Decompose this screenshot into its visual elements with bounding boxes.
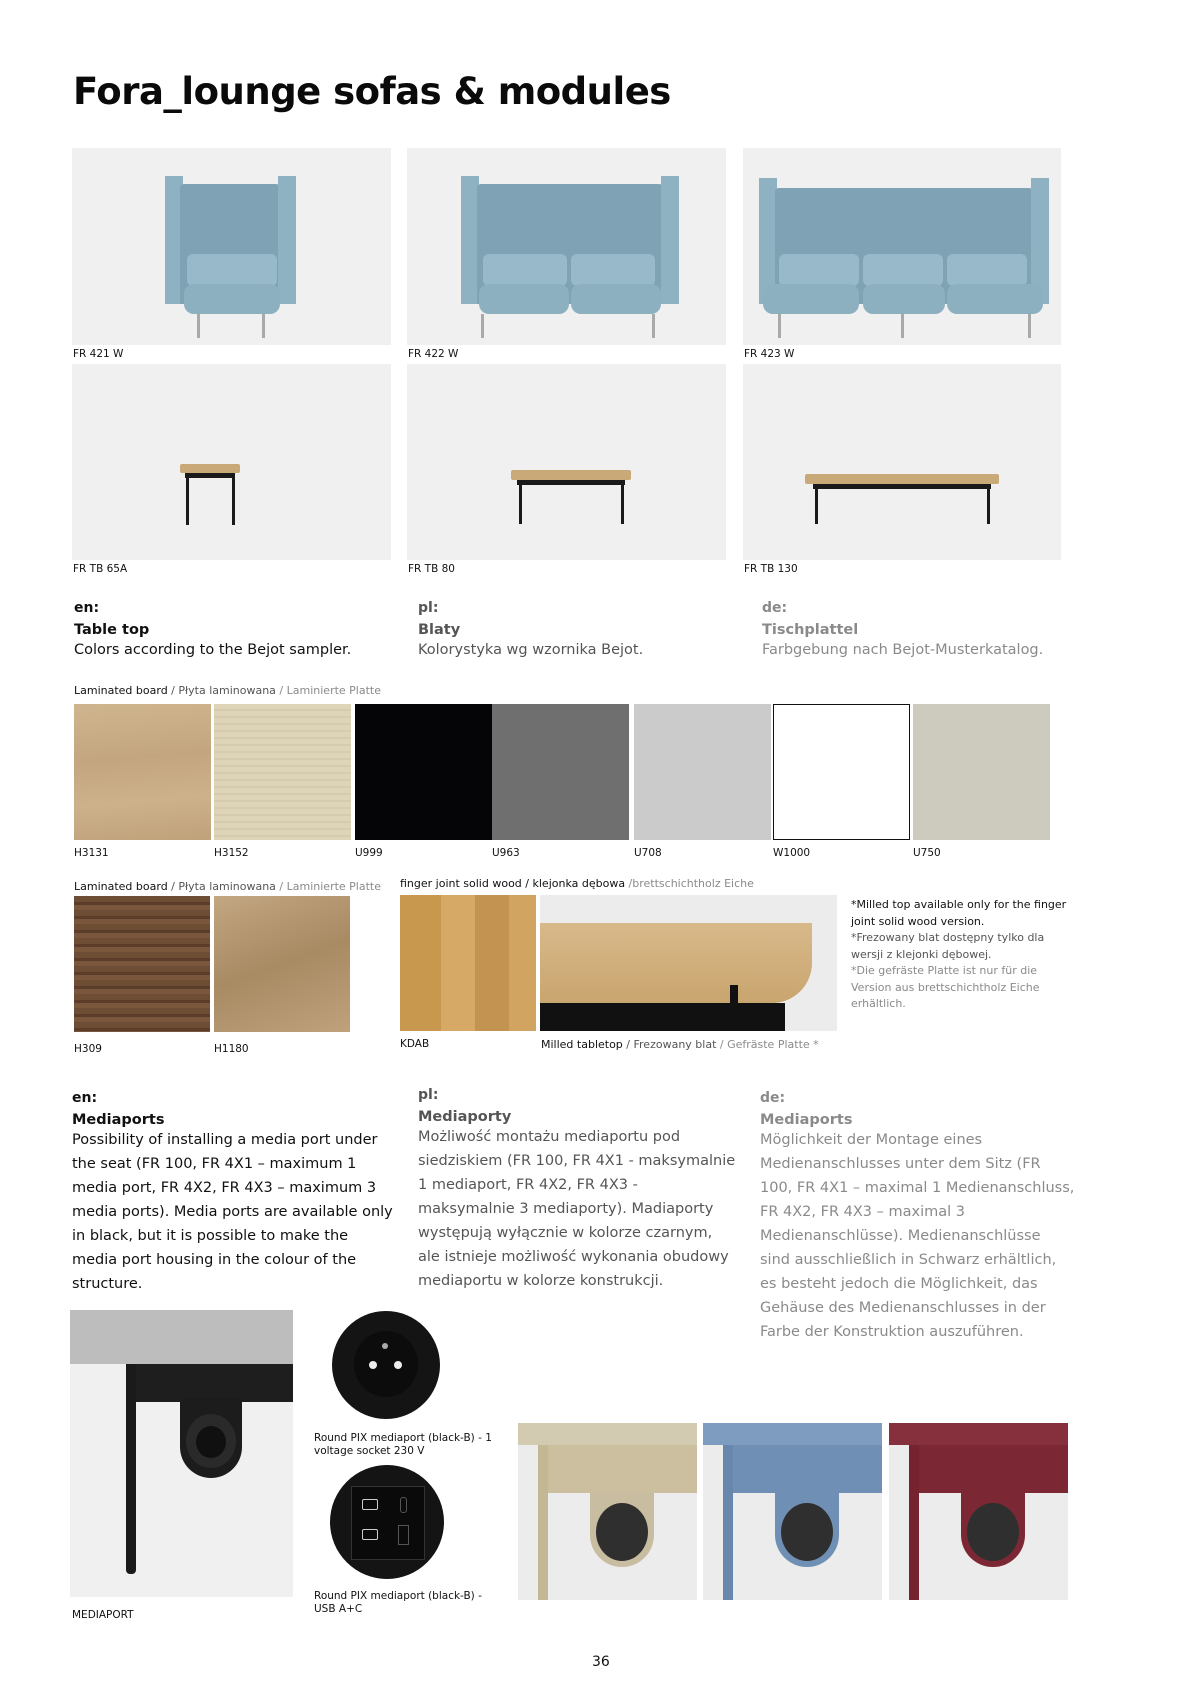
mediaports-de [760,1090,1075,1344]
usb-a-port-icon [362,1529,378,1540]
swatch-code: U708 [634,847,662,859]
mediaports-en [72,1090,397,1296]
usb-caption: Round PIX mediaport (black-B) - USB A+C [314,1590,482,1615]
usb-c-port-icon [362,1499,378,1510]
lang-label: en: [72,1090,98,1106]
product-code: FR 423 W [744,348,795,360]
swatch-u708 [634,704,771,840]
product-photo-fr-422-w [407,148,726,345]
section-heading: Blaty [418,622,461,638]
material-group-label: finger joint solid wood / klejonka dębowa /brettschichtholz Eiche [400,877,754,890]
milled-tabletop-caption: Milled tabletop / Frezowany blat / Gefräste Platte * [541,1038,819,1051]
swatch-code: U963 [492,847,520,859]
lang-label: pl: [418,1087,439,1103]
swatch-code: H1180 [214,1043,249,1055]
swatch-u999 [355,704,492,840]
section-text: Colors according to the Bejot sampler. [74,642,352,658]
mediaport-housing-beige-photo [518,1423,697,1600]
swatch-h309 [74,896,210,1032]
lang-label: de: [762,600,788,616]
product-photo-fr-tb-130 [743,364,1061,560]
product-code: FR 421 W [73,348,124,360]
lang-label: pl: [418,600,439,616]
usb-mediaport-photo [330,1465,444,1579]
section-heading: Table top [74,622,150,638]
material-group-label: Laminated board / Płyta laminowana / Laminierte Platte [74,684,381,697]
swatch-code: H3152 [214,847,249,859]
product-code: FR 422 W [408,348,459,360]
usb-a-port [398,1525,409,1545]
table-top-pl [418,600,748,662]
footnote: *Milled top available only for the finger joint solid wood version. *Frezowany blat dostępny tylko dla wersji z klejonki dębowej. *Die gefräste Platte ist nur für die Version aus brettschichtholz Eiche erhältlich. [851,898,1067,1010]
section-heading: Mediaporty [418,1109,512,1125]
section-text: Farbgebung nach Bejot-Musterkatalog. [762,642,1044,658]
swatch-code: U999 [355,847,383,859]
mediaports-pl [418,1087,738,1293]
section-text: Möglichkeit der Montage eines Medienanschlusses unter dem Sitz (FR 100, FR 4X1 – maximal 1 Medienanschluss, FR 4X2, FR 4X3 – maximal 3 Medienanschlüsse). Medienanschlüsse sind ausschließlich in Schwarz erhältlich, es besteht jedoch die Möglichkeit, das Gehäuse des Medienanschlusses in der Farbe der Konstruktion auszuführen. [760,1132,1075,1340]
swatch-h1180 [214,896,350,1032]
section-heading: Tischplattel [762,622,859,638]
socket-230v-photo [332,1311,440,1419]
swatch-u963 [492,704,629,840]
section-heading: Mediaports [760,1112,853,1128]
product-photo-fr-421-w [72,148,391,345]
page-number: 36 [592,1654,610,1670]
table-top-en [74,600,404,662]
product-code: FR TB 80 [408,563,455,575]
page-title: Fora_lounge sofas & modules [73,70,671,113]
swatch-code: H309 [74,1043,102,1055]
mediaport-photo [70,1310,293,1597]
swatch-h3152 [214,704,351,840]
lang-label: de: [760,1090,786,1106]
section-heading: Mediaports [72,1112,165,1128]
swatch-code: U750 [913,847,941,859]
milled-tabletop-photo [540,895,837,1031]
product-photo-fr-tb-65a [72,364,391,560]
material-group-label: Laminated board / Płyta laminowana / Laminierte Platte [74,880,381,893]
product-photo-fr-tb-80 [407,364,726,560]
swatch-u750 [913,704,1050,840]
lang-label: en: [74,600,100,616]
swatch-code: H3131 [74,847,109,859]
mediaport-housing-blue-photo [703,1423,882,1600]
swatch-kdab [400,895,536,1031]
mediaport-caption: MEDIAPORT [72,1609,134,1621]
socket-caption: Round PIX mediaport (black-B) - 1 voltage socket 230 V [314,1432,492,1457]
product-photo-fr-423-w [743,148,1061,345]
table-top-de [762,600,1092,662]
section-text: Kolorystyka wg wzornika Bejot. [418,642,644,658]
section-text: Possibility of installing a media port under the seat (FR 100, FR 4X1 – maximum 1 media port, FR 4X2, FR 4X3 – maximum 3 media ports). Media ports are available only in black, but it is possible to make the media port housing in the colour of the structure. [72,1132,393,1292]
product-code: FR TB 130 [744,563,798,575]
section-text: Możliwość montażu mediaportu pod siedziskiem (FR 100, FR 4X1 - maksymalnie 1 mediaport, FR 4X2, FR 4X3 - maksymalnie 3 mediaporty). Madiaporty występują wyłącznie w kolorze czarnym, ale istnieje możliwość wykonania obudowy mediaportu w kolorze konstrukcji. [418,1129,736,1289]
swatch-code: KDAB [400,1038,430,1050]
usb-c-port [400,1497,407,1513]
product-code: FR TB 65A [73,563,128,575]
mediaport-housing-burgundy-photo [889,1423,1068,1600]
swatch-h3131 [74,704,211,840]
swatch-code: W1000 [773,847,811,859]
swatch-w1000 [773,704,910,840]
